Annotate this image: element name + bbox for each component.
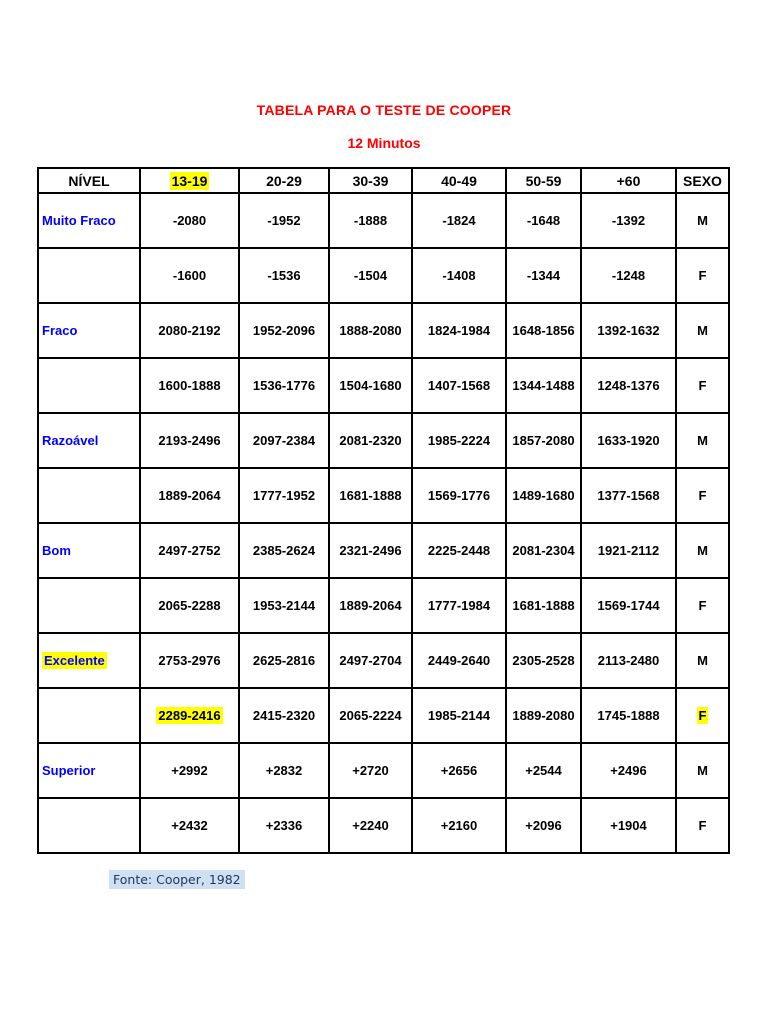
level-text: Superior — [42, 763, 96, 778]
value-text: -1344 — [526, 268, 561, 283]
value-text: +2544 — [525, 763, 562, 778]
value-text: 1377-1568 — [597, 488, 660, 503]
value-text: +2496 — [610, 763, 647, 778]
level-cell — [38, 523, 140, 578]
value-cell — [329, 633, 412, 688]
value-text: 2449-2640 — [427, 653, 491, 668]
value-cell — [581, 193, 676, 248]
page-title — [0, 102, 768, 118]
value-text: 2289-2416 — [158, 708, 221, 723]
level-text: Excelente — [44, 653, 105, 668]
value-cell — [239, 798, 329, 853]
value-text: +2240 — [352, 818, 389, 833]
value-text: 2193-2496 — [158, 433, 221, 448]
value-text: 1600-1888 — [158, 378, 221, 393]
value-cell — [239, 248, 329, 303]
level-cell — [38, 633, 140, 688]
value-text: 1504-1680 — [339, 378, 402, 393]
table-row — [38, 248, 729, 303]
sex-text: F — [698, 378, 707, 393]
value-cell — [239, 468, 329, 523]
value-text: 2625-2816 — [252, 653, 316, 668]
value-text: 1248-1376 — [597, 378, 660, 393]
header-text-50-59: 50-59 — [525, 172, 562, 189]
value-cell — [412, 688, 506, 743]
level-cell — [38, 468, 140, 523]
value-text: 1344-1488 — [512, 378, 575, 393]
value-cell — [329, 248, 412, 303]
table-row — [38, 193, 729, 248]
sex-cell — [676, 303, 729, 358]
value-cell — [239, 303, 329, 358]
value-cell — [412, 523, 506, 578]
level-cell — [38, 688, 140, 743]
sex-cell — [676, 193, 729, 248]
value-text: -1536 — [267, 268, 301, 283]
value-text: 1407-1568 — [427, 378, 491, 393]
level-cell — [38, 248, 140, 303]
value-text: 1952-2096 — [252, 323, 316, 338]
value-cell — [329, 798, 412, 853]
value-cell — [412, 193, 506, 248]
value-cell — [329, 468, 412, 523]
value-text: +2656 — [440, 763, 478, 778]
value-cell — [412, 798, 506, 853]
header-text-40-49: 40-49 — [441, 172, 477, 189]
sex-text: M — [697, 213, 708, 228]
sex-text: F — [698, 598, 707, 613]
value-text: -1952 — [267, 213, 301, 228]
value-text: 2065-2224 — [339, 708, 402, 723]
value-cell — [140, 248, 239, 303]
sex-text: F — [698, 268, 707, 283]
value-text: +2160 — [440, 818, 478, 833]
header-cell-13-19 — [140, 168, 239, 193]
value-text: 1489-1680 — [512, 488, 575, 503]
table-row — [38, 468, 729, 523]
value-text: 1681-1888 — [339, 488, 402, 503]
value-text: 1569-1776 — [427, 488, 491, 503]
value-text: 1777-1984 — [427, 598, 491, 613]
level-cell — [38, 743, 140, 798]
value-text: +2992 — [171, 763, 208, 778]
value-cell — [140, 193, 239, 248]
cooper-test-table — [37, 167, 730, 854]
value-text: 1648-1856 — [512, 323, 575, 338]
value-cell — [581, 688, 676, 743]
value-cell — [329, 193, 412, 248]
value-cell — [329, 358, 412, 413]
value-cell — [581, 743, 676, 798]
header-text-20-29: 20-29 — [266, 172, 302, 189]
value-cell — [140, 633, 239, 688]
value-text: +2832 — [265, 763, 303, 778]
sex-cell — [676, 688, 729, 743]
table-row — [38, 578, 729, 633]
value-text: 1745-1888 — [597, 708, 660, 723]
value-cell — [506, 303, 581, 358]
sex-cell — [676, 578, 729, 633]
value-cell — [239, 743, 329, 798]
value-cell — [412, 743, 506, 798]
page-title-text: TABELA PARA O TESTE DE COOPER — [256, 102, 512, 118]
value-cell — [329, 743, 412, 798]
value-text: 2415-2320 — [252, 708, 316, 723]
table-row — [38, 743, 729, 798]
value-cell — [239, 633, 329, 688]
source-note — [109, 870, 245, 889]
value-text: 1889-2064 — [158, 488, 221, 503]
value-text: 2385-2624 — [252, 543, 316, 558]
value-cell — [506, 578, 581, 633]
level-cell — [38, 193, 140, 248]
sex-text: F — [698, 488, 707, 503]
value-text: -1408 — [442, 268, 476, 283]
header-row — [38, 168, 729, 193]
value-text: 1777-1952 — [252, 488, 316, 503]
value-cell — [581, 413, 676, 468]
value-cell — [239, 523, 329, 578]
sex-cell — [676, 413, 729, 468]
value-cell — [239, 413, 329, 468]
value-cell — [506, 248, 581, 303]
table-header — [38, 168, 729, 193]
sex-cell — [676, 798, 729, 853]
sex-text: M — [697, 433, 708, 448]
page-subtitle — [0, 135, 768, 151]
value-cell — [329, 523, 412, 578]
value-text: 1953-2144 — [252, 598, 316, 613]
value-cell — [239, 193, 329, 248]
value-text: 2113-2480 — [597, 653, 660, 668]
value-cell — [506, 798, 581, 853]
value-cell — [140, 468, 239, 523]
value-cell — [581, 633, 676, 688]
sex-cell — [676, 523, 729, 578]
value-cell — [581, 798, 676, 853]
header-cell-nivel — [38, 168, 140, 193]
header-text-sexo: SEXO — [683, 172, 722, 189]
value-text: 2321-2496 — [339, 543, 402, 558]
value-text: 2081-2304 — [512, 543, 575, 558]
value-cell — [329, 413, 412, 468]
value-text: +2432 — [171, 818, 208, 833]
value-cell — [506, 688, 581, 743]
value-cell — [140, 798, 239, 853]
value-text: 2753-2976 — [158, 653, 221, 668]
value-cell — [412, 248, 506, 303]
value-cell — [506, 413, 581, 468]
value-text: -1600 — [172, 268, 207, 283]
value-text: -1392 — [611, 213, 646, 228]
value-text: -1824 — [442, 213, 476, 228]
value-text: 1985-2144 — [427, 708, 491, 723]
table-row — [38, 688, 729, 743]
value-cell — [506, 633, 581, 688]
value-cell — [412, 468, 506, 523]
table-row — [38, 523, 729, 578]
value-text: 1888-2080 — [339, 323, 402, 338]
header-text-30-39: 30-39 — [352, 172, 389, 189]
value-cell — [506, 358, 581, 413]
value-text: +2336 — [265, 818, 303, 833]
source-note-text: Fonte: Cooper, 1982 — [113, 872, 241, 887]
sex-cell — [676, 358, 729, 413]
value-cell — [329, 303, 412, 358]
header-cell-sexo — [676, 168, 729, 193]
header-cell-30-39 — [329, 168, 412, 193]
sex-text: M — [697, 653, 708, 668]
value-cell — [412, 303, 506, 358]
value-cell — [239, 578, 329, 633]
value-cell — [581, 578, 676, 633]
value-cell — [412, 578, 506, 633]
level-text: Razoável — [42, 433, 99, 448]
value-cell — [581, 303, 676, 358]
header-cell-40-49 — [412, 168, 506, 193]
value-text: 1889-2080 — [512, 708, 575, 723]
header-cell-50-59 — [506, 168, 581, 193]
value-text: 1633-1920 — [597, 433, 660, 448]
level-text: Fraco — [42, 323, 78, 338]
value-cell — [506, 743, 581, 798]
value-cell — [581, 358, 676, 413]
value-text: -1504 — [353, 268, 388, 283]
page-subtitle-text: 12 Minutos — [347, 135, 421, 151]
value-text: 1824-1984 — [427, 323, 491, 338]
header-text-60plus: +60 — [616, 172, 641, 189]
sex-cell — [676, 633, 729, 688]
value-cell — [140, 413, 239, 468]
table-row — [38, 303, 729, 358]
sex-text: M — [697, 323, 708, 338]
value-text: 1569-1744 — [597, 598, 660, 613]
value-text: -1888 — [353, 213, 388, 228]
level-cell — [38, 303, 140, 358]
value-text: 1921-2112 — [597, 543, 660, 558]
table-row — [38, 413, 729, 468]
sex-text: F — [698, 708, 707, 723]
value-cell — [412, 633, 506, 688]
value-text: 1681-1888 — [512, 598, 575, 613]
value-cell — [412, 358, 506, 413]
header-text-nivel: NÍVEL — [68, 172, 110, 189]
value-text: 2080-2192 — [158, 323, 221, 338]
table-row — [38, 358, 729, 413]
value-cell — [140, 578, 239, 633]
value-text: 1392-1632 — [597, 323, 660, 338]
value-text: 2305-2528 — [512, 653, 575, 668]
value-cell — [581, 248, 676, 303]
value-cell — [412, 413, 506, 468]
value-cell — [506, 523, 581, 578]
value-cell — [140, 303, 239, 358]
sex-text: F — [698, 818, 707, 833]
value-text: +2096 — [525, 818, 562, 833]
table-row — [38, 798, 729, 853]
value-cell — [506, 468, 581, 523]
value-text: +2720 — [352, 763, 389, 778]
value-cell — [506, 193, 581, 248]
value-cell — [140, 688, 239, 743]
value-cell — [581, 468, 676, 523]
value-text: 2497-2704 — [339, 653, 402, 668]
level-text: Muito Fraco — [42, 213, 116, 228]
value-text: -2080 — [172, 213, 207, 228]
value-cell — [329, 688, 412, 743]
value-cell — [239, 688, 329, 743]
cooper-table-body — [38, 193, 729, 853]
header-cell-60plus — [581, 168, 676, 193]
value-cell — [140, 523, 239, 578]
header-cell-20-29 — [239, 168, 329, 193]
level-cell — [38, 413, 140, 468]
sex-cell — [676, 743, 729, 798]
header-text-13-19: 13-19 — [171, 172, 208, 189]
value-text: 1857-2080 — [512, 433, 575, 448]
value-cell — [239, 358, 329, 413]
level-text: Bom — [42, 543, 71, 558]
sex-cell — [676, 248, 729, 303]
level-cell — [38, 578, 140, 633]
table-row — [38, 633, 729, 688]
value-text: 2081-2320 — [339, 433, 402, 448]
value-text: 2065-2288 — [158, 598, 221, 613]
value-cell — [140, 743, 239, 798]
sex-cell — [676, 468, 729, 523]
value-text: -1248 — [611, 268, 646, 283]
value-text: 2097-2384 — [252, 433, 316, 448]
value-cell — [581, 523, 676, 578]
level-cell — [38, 358, 140, 413]
value-text: -1648 — [526, 213, 561, 228]
value-text: +1904 — [610, 818, 647, 833]
level-cell — [38, 798, 140, 853]
value-text: 1889-2064 — [339, 598, 402, 613]
sex-text: M — [697, 543, 708, 558]
value-cell — [329, 578, 412, 633]
value-text: 1536-1776 — [252, 378, 316, 393]
value-text: 1985-2224 — [427, 433, 491, 448]
value-text: 2225-2448 — [427, 543, 491, 558]
value-text: 2497-2752 — [158, 543, 221, 558]
sex-text: M — [697, 763, 708, 778]
value-cell — [140, 358, 239, 413]
